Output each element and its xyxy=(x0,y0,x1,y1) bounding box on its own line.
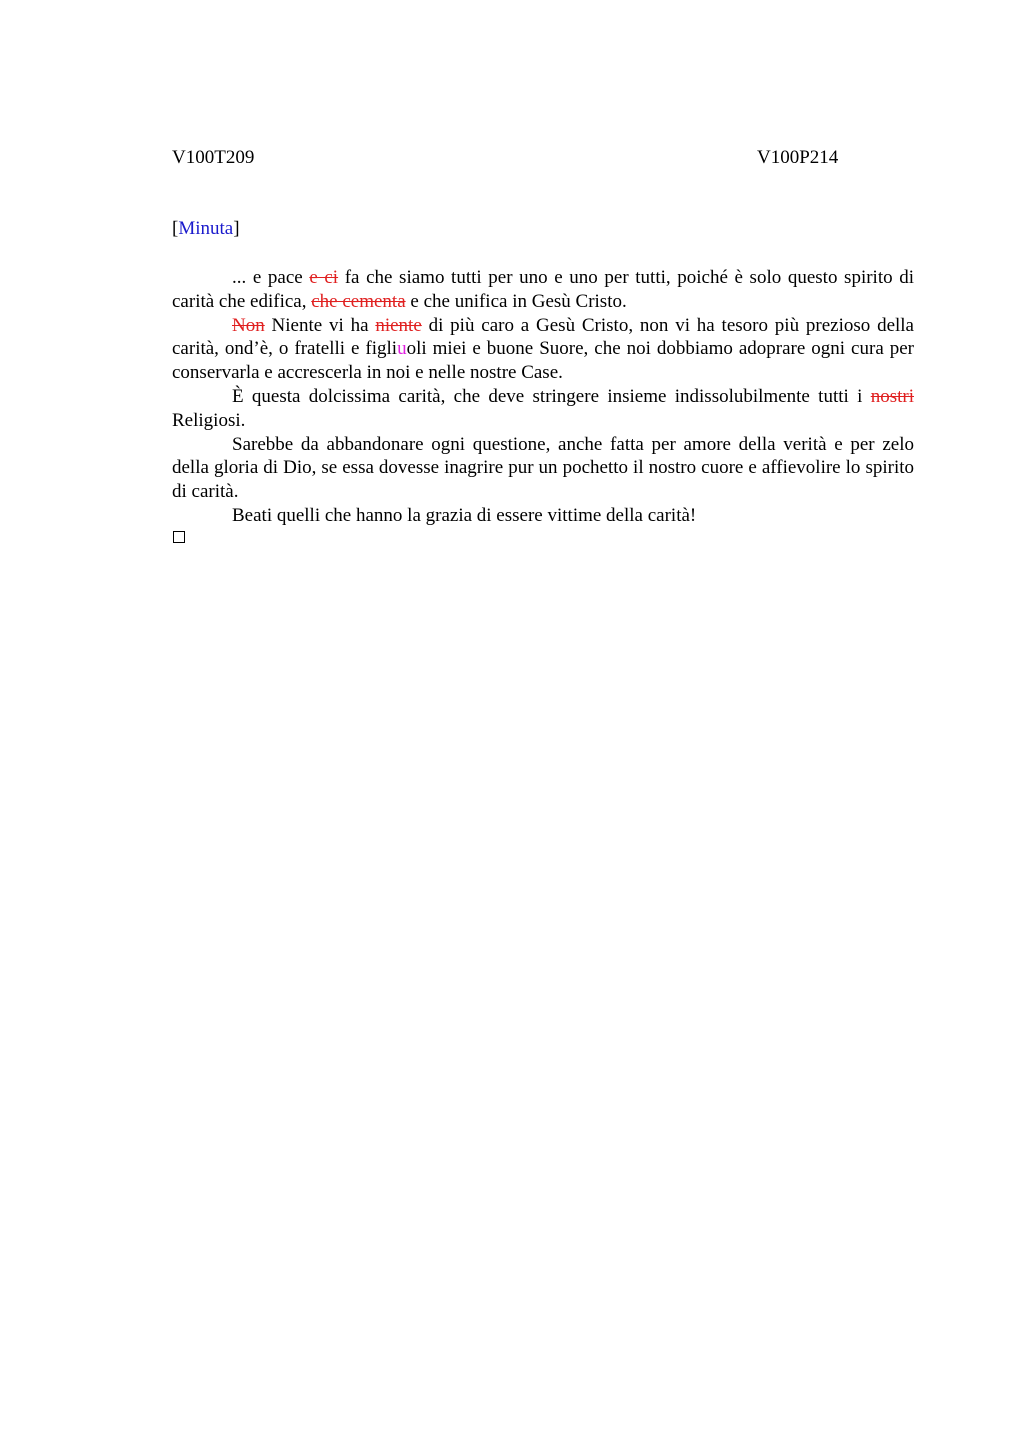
deleted-text: niente xyxy=(375,314,422,336)
deleted-text: nostri xyxy=(870,385,914,407)
label-open-bracket: [ xyxy=(172,218,179,239)
label-text: Minuta xyxy=(178,218,234,239)
deleted-text: e ci xyxy=(309,267,339,288)
document-label xyxy=(172,218,240,240)
square-outline-icon xyxy=(173,531,185,543)
document-code-left: V100T209 xyxy=(172,147,255,168)
label-close-bracket: ] xyxy=(233,218,240,239)
body-text-segment: e che unifica in Gesù Cristo. xyxy=(405,290,627,312)
body-text-segment: È questa dolcissima carità, che deve stringere insieme indissolubilmente tutti i xyxy=(232,385,871,407)
paragraph xyxy=(172,314,914,385)
body-text-segment: oli miei e buone Suore, che noi dobbiamo adoprare ogni cura per conservarla e accrescerla in noi e nelle nostre Case. xyxy=(172,338,914,384)
paragraph xyxy=(172,266,914,314)
inserted-text: u xyxy=(397,338,407,360)
paragraph xyxy=(172,433,914,504)
document-code-right: V100P214 xyxy=(757,147,839,168)
deleted-text: che cementa xyxy=(311,290,406,312)
paragraph xyxy=(172,385,914,433)
body-text-segment: Sarebbe da abbandonare ogni questione, anche fatta per amore della verità e per zelo della gloria di Dio, se essa dovesse inagrire pur un pochetto il nostro cuore e affievolire lo spirito di carità. xyxy=(172,433,914,503)
body-text-segment: ... e pace xyxy=(232,267,310,288)
document-body xyxy=(172,266,914,528)
body-text-segment: di più caro a Gesù Cristo, non vi ha tesoro più prezioso della carità, ond’è, o fratelli e figli xyxy=(172,314,914,360)
paragraph xyxy=(172,504,914,528)
body-text-segment: Beati quelli che hanno la grazia di essere vittime della carità! xyxy=(232,504,697,526)
deleted-text: Non xyxy=(232,314,265,336)
body-text-segment: Niente vi ha xyxy=(264,314,376,336)
body-text-segment: Religiosi. xyxy=(172,409,246,431)
body-text-segment: fa che siamo tutti per uno e uno per tutti, poiché è solo questo spirito di carità che edifica, xyxy=(172,267,915,312)
